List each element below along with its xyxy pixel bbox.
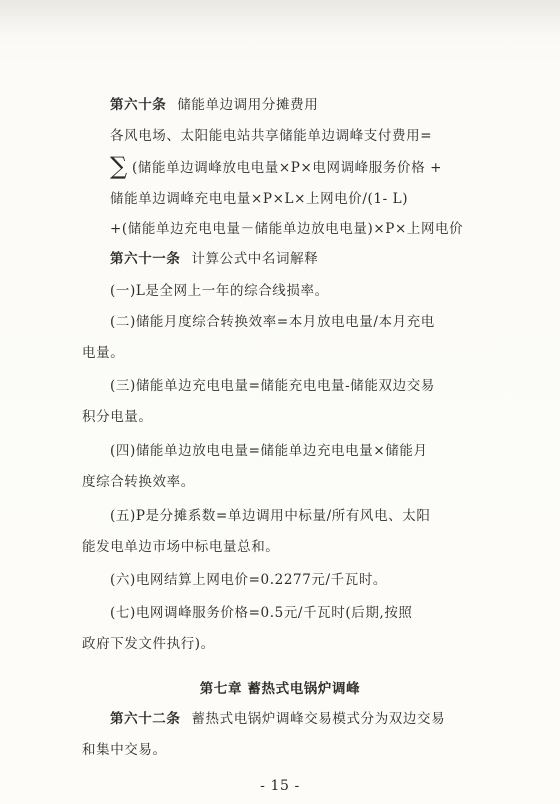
article-61 — [110, 249, 318, 269]
chapter-heading: 第七章 蓄热式电锅炉调峰 — [199, 681, 361, 697]
article-62-heading: 第六十二条 — [110, 711, 181, 727]
article-62-line-2: 和集中交易。 — [82, 742, 167, 758]
article-62 — [110, 709, 445, 729]
item-7-line-1: (七)电网调峰服务价格=0.5元/千瓦时(后期,按照 — [110, 605, 413, 621]
article-60-heading: 第六十条 — [110, 97, 167, 113]
article-61-title: 计算公式中名词解释 — [191, 251, 319, 267]
item-2-line-2: 电量。 — [82, 345, 125, 361]
item-1: (一)L是全网上一年的综合线损率。 — [110, 283, 329, 299]
item-2-line-1: (二)储能月度综合转换效率=本月放电电量/本月充电 — [110, 314, 435, 330]
article-60-line-4: +(储能单边充电电量－储能单边放电电量)×P×上网电价 — [110, 221, 464, 237]
article-60 — [110, 95, 318, 115]
item-3-line-1: (三)储能单边充电电量=储能充电电量-储能双边交易 — [110, 378, 435, 394]
article-60-title: 储能单边调用分摊费用 — [177, 97, 319, 113]
article-60-line-1: 各风电场、太阳能电站共享储能单边调峰支付费用= — [110, 128, 433, 144]
item-7-line-2: 政府下发文件执行)。 — [82, 636, 215, 652]
item-6: (六)电网结算上网电价=0.2277元/千瓦时。 — [110, 572, 388, 588]
item-5-line-1: (五)P是分摊系数=单边调用中标量/所有风电、太阳 — [110, 508, 431, 524]
page-number: - 15 - — [260, 778, 300, 794]
item-4-line-2: 度综合转换效率。 — [82, 474, 195, 490]
article-62-line-1: 蓄热式电锅炉调峰交易模式分为双边交易 — [191, 711, 446, 727]
item-3-line-2: 积分电量。 — [82, 409, 153, 425]
article-60-line-3: 储能单边调峰充电电量×P×L×上网电价/(1- L) — [110, 191, 409, 207]
scan-shadow — [0, 0, 560, 34]
article-60-line-2: (储能单边调峰放电电量×P×电网调峰服务价格 + — [132, 160, 442, 176]
article-61-heading: 第六十一条 — [110, 251, 181, 267]
item-4-line-1: (四)储能单边放电电量=储能单边充电电量×储能月 — [110, 443, 428, 459]
item-5-line-2: 能发电单边市场中标电量总和。 — [82, 539, 280, 555]
sum-symbol: ∑ — [110, 152, 128, 180]
